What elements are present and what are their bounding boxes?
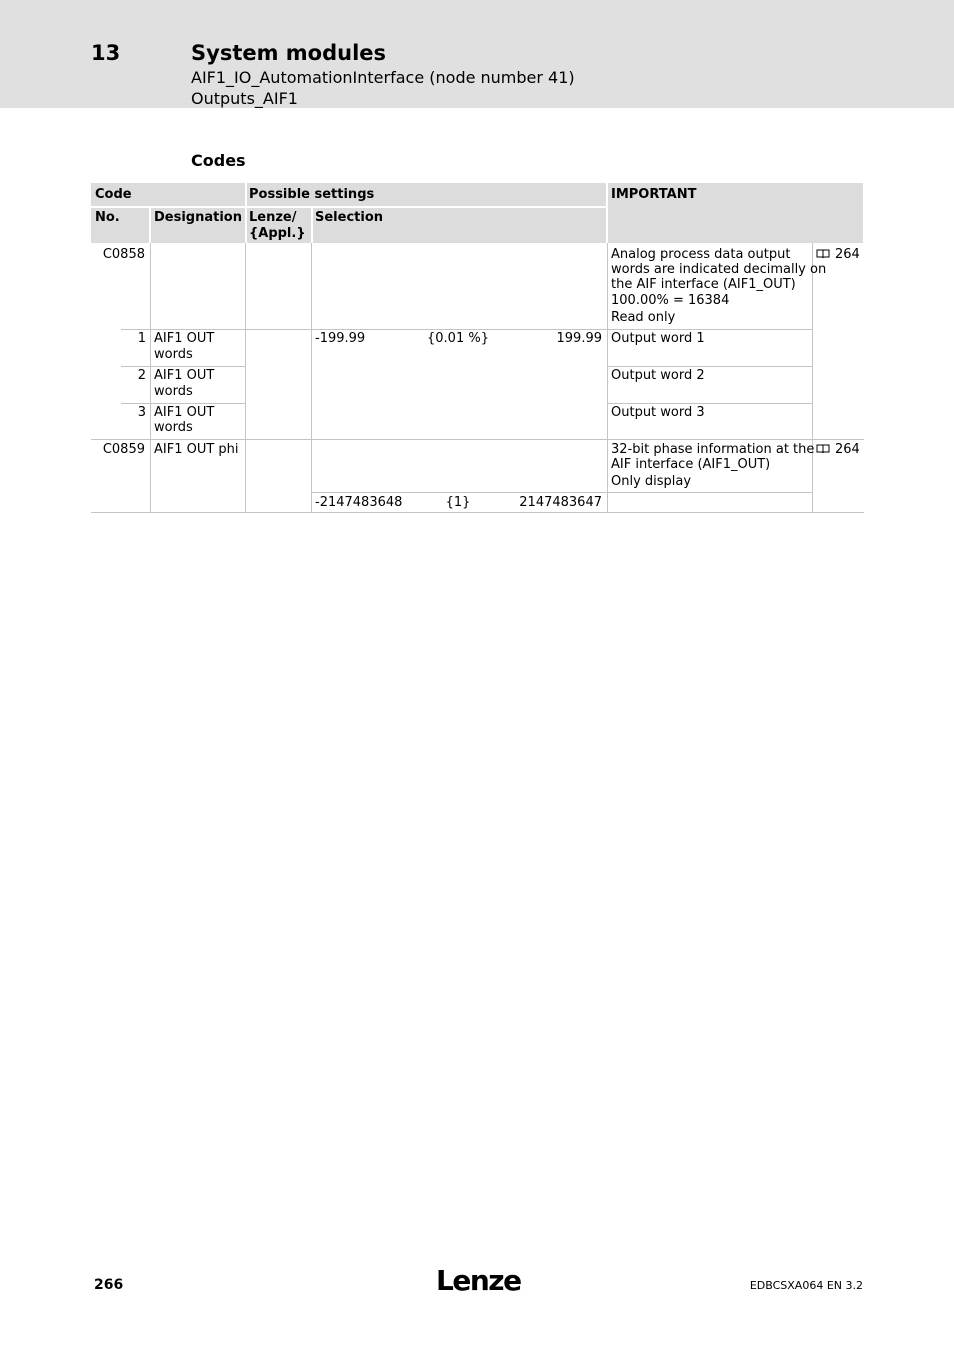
grid-line [121,329,812,330]
subcode-important-1: Output word 1 [611,331,705,346]
selection-max-c0858: 199.99 [556,331,602,346]
selection-step-c0859: {1} [445,495,471,510]
grid-line [91,512,864,513]
subcode-designation-2: AIF1 OUT [154,368,215,383]
header-no: No. [95,210,120,225]
section-subtitle: Outputs_AIF1 [191,89,298,108]
chapter-title: System modules [191,41,387,65]
subcode-important-2: Output word 2 [611,368,705,383]
header-selection: Selection [315,210,384,225]
subcode-designation-1: AIF1 OUT [154,331,215,346]
header-divider [606,183,608,243]
grid-line [607,403,812,404]
header-lenze: Lenze/ [249,210,297,225]
code-c0858: C0858 [102,247,145,262]
important-c0859-line2: AIF interface (AIF1_OUT) [611,457,771,472]
grid-line [121,403,245,404]
subcode-no-2: 2 [137,368,146,383]
designation-c0859: AIF1 OUT phi [154,442,239,457]
module-subtitle: AIF1_IO_AutomationInterface (node number 41) [191,68,575,87]
grid-line [91,439,864,440]
chapter-number: 13 [91,41,121,65]
subcode-important-3: Output word 3 [611,405,705,420]
page-ref-c0859[interactable]: 264 [835,442,860,457]
subcode-no-3: 3 [137,405,146,420]
grid-line [311,492,812,493]
important-c0858-line3: the AIF interface (AIF1_OUT) [611,277,796,292]
grid-line [245,243,246,513]
selection-max-c0859: 2147483647 [519,495,602,510]
header-divider [311,206,313,243]
important-c0859-line3: Only display [611,474,692,489]
important-c0858-line5: Read only [611,310,676,325]
grid-line [150,243,151,513]
selection-min-c0859: -2147483648 [315,495,403,510]
subcode-designation-3: AIF1 OUT [154,405,215,420]
subcode-designation-3-line2: words [154,420,193,435]
header-code: Code [95,187,132,202]
grid-line [812,243,813,513]
header-important: IMPORTANT [611,187,697,202]
grid-line [121,366,245,367]
important-c0858-line2: words are indicated decimally on [611,262,827,277]
page-number: 266 [94,1277,124,1293]
section-title: Codes [191,151,246,170]
header-appl: {Appl.} [249,226,306,241]
page-ref-c0858[interactable]: 264 [835,247,860,262]
header-divider [91,206,607,208]
subcode-designation-1-line2: words [154,347,193,362]
subcode-no-1: 1 [137,331,146,346]
grid-line [311,243,312,513]
important-c0858-line1: Analog process data output [611,247,791,262]
important-c0858-line4: 100.00% = 16384 [611,293,730,308]
subcode-designation-2-line2: words [154,384,193,399]
header-divider [245,183,247,243]
book-icon [816,249,830,259]
book-icon [816,444,830,454]
code-c0859: C0859 [102,442,145,457]
document-id: EDBCSXA064 EN 3.2 [749,1279,863,1292]
header-possible-settings: Possible settings [249,187,375,202]
selection-min-c0858: -199.99 [315,331,366,346]
header-divider [149,206,151,243]
grid-line [607,243,608,513]
important-c0859-line1: 32-bit phase information at the [611,442,815,457]
grid-line [607,366,812,367]
header-designation: Designation [154,210,242,225]
header-band [0,0,954,108]
lenze-logo: Lenze [436,1264,521,1297]
selection-step-c0858: {0.01 %} [427,331,489,346]
